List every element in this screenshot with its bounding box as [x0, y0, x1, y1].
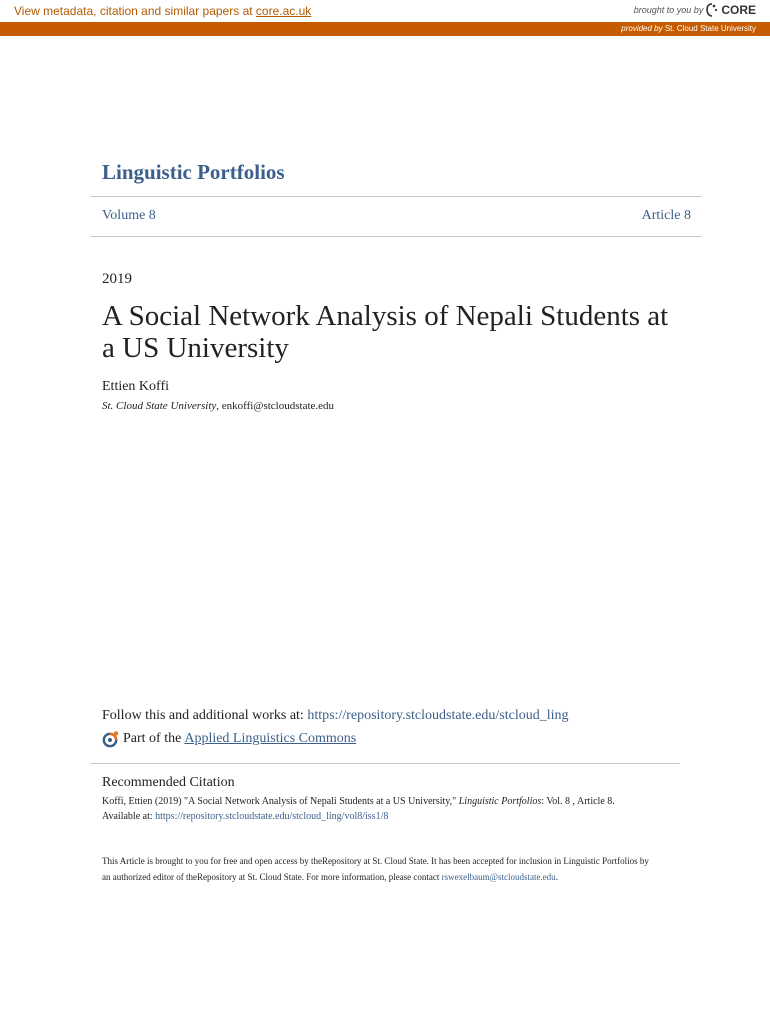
core-brought-by[interactable] [634, 3, 756, 17]
citation-available [102, 811, 388, 822]
affiliation-institution: St. Cloud State University [102, 400, 217, 412]
core-metadata-text [14, 4, 311, 18]
journal-title[interactable]: Linguistic Portfolios [102, 160, 285, 184]
core-logo-icon [706, 3, 718, 17]
core-link[interactable]: core.ac.uk [255, 4, 312, 18]
volume-link[interactable]: Volume 8 [102, 208, 156, 223]
part-of-label: Part of the [123, 731, 182, 746]
footer-period: . [555, 872, 558, 882]
available-label: Available at: [102, 811, 156, 822]
follow-url-link[interactable]: https://repository.stcloudstate.edu/stcloud_ling [307, 708, 569, 723]
provided-by-label: provided by [621, 24, 663, 33]
author-name: Ettien Koffi [102, 379, 170, 394]
citation-suffix: : Vol. 8 , Article 8. [541, 796, 615, 807]
citation-url-link[interactable]: https://repository.stcloudstate.edu/stcloud_ling/vol8/iss1/8 [155, 811, 389, 822]
provided-by-name: St. Cloud State University [664, 24, 756, 33]
follow-label: Follow this and additional works at: [102, 708, 308, 723]
follow-works [102, 708, 569, 724]
core-banner [0, 0, 770, 22]
citation-heading: Recommended Citation [102, 775, 235, 790]
bepress-network-icon [102, 730, 120, 748]
applied-linguistics-commons-link[interactable]: Applied Linguistics Commons [184, 731, 357, 746]
citation-text [102, 796, 615, 807]
divider-top [90, 196, 702, 197]
citation-divider [90, 763, 680, 764]
author-affiliation [102, 400, 334, 412]
footer-text-line1: This Article is brought to you for free and open access by theRepository at St. Cloud State. It has been accepted for inclusion in Linguistic Portfolios by [102, 856, 649, 866]
core-logo-text: CORE [721, 3, 756, 17]
article-link[interactable]: Article 8 [641, 208, 691, 223]
citation-prefix: Koffi, Ettien (2019) "A Social Network Analysis of Nepali Students at a US University," [102, 796, 459, 807]
divider-bottom [90, 236, 702, 237]
contact-email-link[interactable]: rswexelbaum@stcloudstate.edu [441, 872, 556, 882]
publication-year: 2019 [102, 271, 132, 287]
core-metadata-label: View metadata, citation and similar papers at [14, 4, 256, 18]
citation-journal: Linguistic Portfolios [458, 796, 542, 807]
footer-text-line2 [102, 872, 558, 882]
author-email: , enkoffi@stcloudstate.edu [216, 400, 335, 412]
footer-contact-label: an authorized editor of theRepository at St. Cloud State. For more information, please contact [102, 872, 442, 882]
core-provided-bar [0, 22, 770, 36]
part-of-commons [102, 730, 356, 748]
provided-by-text[interactable] [621, 24, 756, 33]
brought-by-label: brought to you by [633, 5, 704, 15]
paper-title: A Social Network Analysis of Nepali Students at a US University [102, 300, 669, 364]
